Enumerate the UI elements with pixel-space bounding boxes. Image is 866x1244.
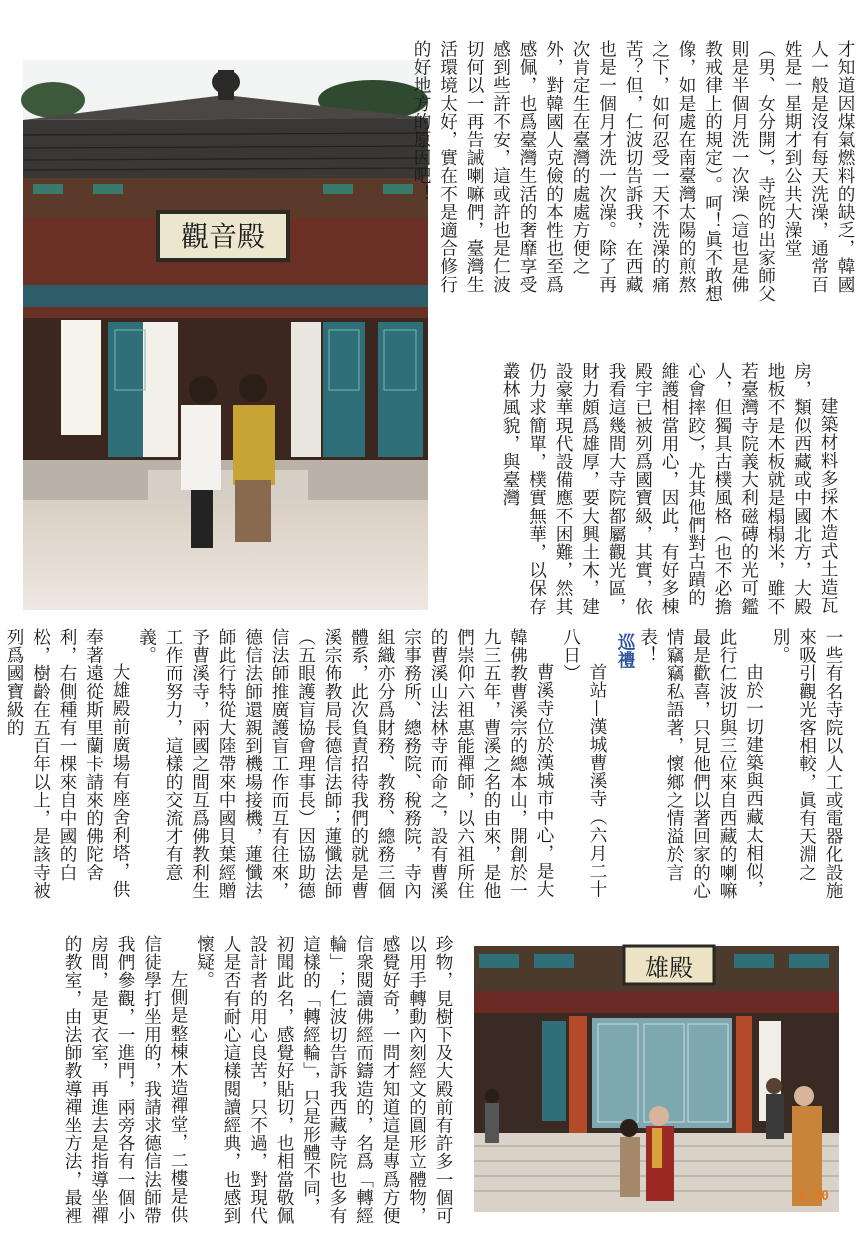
paragraph: 由於一切建築與西藏太相似，此行仁波切與三位來自西藏的喇嘛最是歡喜，只見他們以著回家的心情竊竊私語著，懷鄉之情溢於言表！ [637,628,764,900]
temple-plaque-top: 觀音殿 [180,220,266,253]
article-text-block-5 [16,935,456,1225]
temple-photo-top-image [23,60,428,610]
section-heading: 巡禮 [615,633,636,670]
temple-photo-bottom [474,946,839,1212]
paragraph: 才知道因煤氣燃料的缺乏，韓國人一般是沒有每天洗澡，通常百姓是一星期才到公共大澡堂（男、女分開），寺院的出家師父則是半個月洗一次澡（這也是佛教戒律上的規定）。呵！眞不敢想像，如是處在南臺灣太陽的煎熬之下，如何忍受一天不洗澡的痛苦？但，仁波切告訴我，在西藏也是一個月才洗一次澡。除了再次肯定生在臺灣的處處方便之外，對韓國人克儉的本性也至爲感佩，也爲臺灣生活的奢靡享受感到些許不安，這或許也是仁波切何以一再告誡喇嘛們，臺灣生活環境太好，實在不是適合修行的好地方的原因吧！ [411,40,855,303]
paragraph: 左側是整棟木造禪堂，二樓是供信徒學打坐用的，我請求德信法師帶我們參觀，一進門，兩旁各有一個小房間，是更衣室，再進去是指導坐禪的教室，由法師教導禪坐方法，最裡 [62,935,188,1225]
temple-photo-top [23,60,428,610]
photo-date-stamp: 8 30 [797,1189,829,1204]
paragraph: 建築材料多採木造式土造瓦房，類似西藏或中國北方，大殿地板不是木板就是榻榻米，雖不若臺灣寺院義大利磁磚的光可鑑人，但獨具古樸風格（也不必擔心會摔跤），尤其他們對古蹟的維護相當用心，因此，有好多棟殿宇已被列爲國寶級，其實，依我看這幾間大寺院都屬觀光區，財力頗爲雄厚，要大興土木，建設豪華現代設備應不困難，然其仍力求簡單，樸實無華，以保存叢林風貌，與臺灣 [500,362,838,616]
temple-plaque-bottom: 雄殿 [645,954,693,982]
article-text-block-2 [476,362,841,617]
paragraph: 一些有名寺院以人工或電器化設施來吸引觀光客相較，眞有天淵之別。 [770,628,843,900]
article-text-block-1 [411,40,858,308]
paragraph: 首站—漢城曹溪寺（六月二十八日） [560,628,607,899]
paragraph: 曹溪寺位於漢城市中心，是大韓佛教曹溪宗的總本山，開創於一九三五年，曹溪之名的由來，是他們崇仰六祖惠能禪師，以六祖所住的曹溪山法林寺而命之，設有曹溪宗事務所、總務院、稅務院，寺內組織亦分爲財務、教務、總務三個體系，此次負責招待我們的就是曹溪宗佈教局長德信法師；蓮懺法師（五眼護盲協會理事長）因協助德信法師推廣護盲工作而互有往來，德信法師還親到機場接機，蓮懺法師此行特從大陸帶來中國貝葉經贈予曹溪寺，兩國之間互爲佛教利生工作而努力，這樣的交流才有意義。 [136,628,554,900]
article-text-block-3 [637,628,846,910]
paragraph: 大雄殿前廣場有座舍利塔，供奉著遠從斯里蘭卡請來的佛陀舍利，右側種有一棵來自中國的白松，樹齡在五百年以上，是該寺被列爲國寶級的 [4,628,130,900]
paragraph: 珍物，見樹下及大殿前有許多一個可以用手轉動內刻經文的圓形立體物，感覺好奇，一問才知道這是專爲方便信衆閱讀佛經而鑄造的，名爲「轉經輪」；仁波切告訴我西藏寺院也多有這樣的「轉經輪」，只是形體不同，初聞此名，感覺好貼切，也相當敬佩設計者的用心良苦，只不過，對現代人是否有耐心這樣閱讀經典，也感到懷疑。 [194,935,453,1225]
temple-photo-bottom-image [474,946,839,1212]
article-text-block-4 [4,628,610,910]
